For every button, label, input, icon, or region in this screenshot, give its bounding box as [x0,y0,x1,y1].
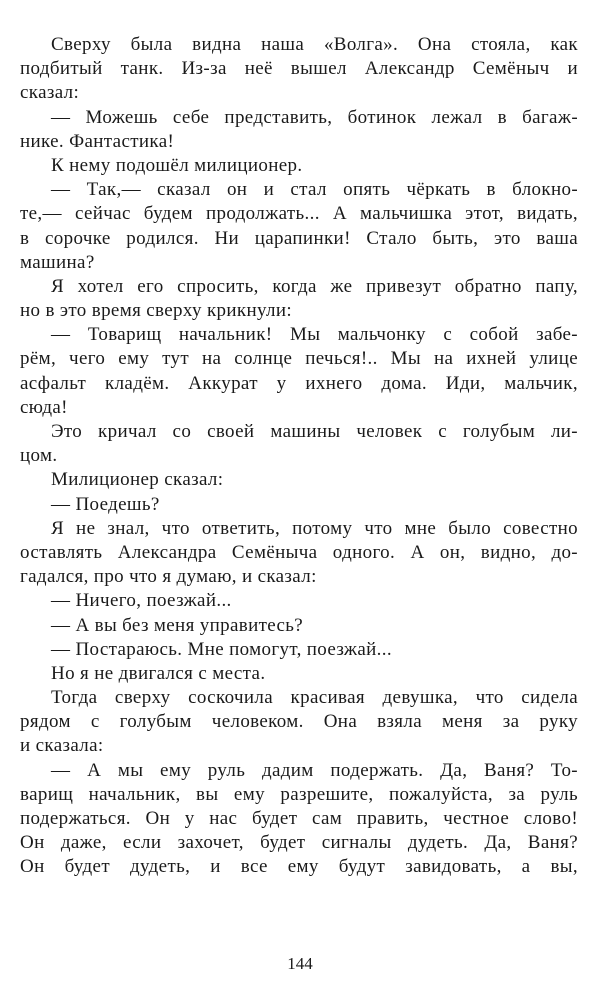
text-line: но в это время сверху крикнули: [20,300,293,322]
text-line: — Можешь себе представить, ботинок лежал в багаж- [51,106,578,128]
text-line: Я не знал, что ответить, потому что мне было совестно [51,517,578,539]
text-line: сюда! [20,396,68,418]
text-line: Я хотел его спросить, когда же привезут обратно папу, [51,275,578,297]
text-line: машина? [20,251,95,273]
text-line: — Товарищ начальник! Мы мальчонку с собой забе- [51,324,578,346]
text-line: подержаться. Он у нас будет сам править, честное слово! [20,808,578,829]
text-line: Он даже, если захочет, будет сигналы дудеть. Да, Ваня? [20,832,578,854]
text-line: оставлять Александра Семёныча одного. А он, видно, до- [20,541,578,563]
text-line: — Так,— сказал он и стал опять чёркать в блокно- [51,179,578,201]
text-line: сказал: [20,82,80,104]
text-line: подбитый танк. Из-за неё вышел Александр Семёныч и [20,58,578,80]
text-line: — Постараюсь. Мне помогут, поезжай... [51,638,392,660]
page-number: 144 [287,954,313,973]
text-line: те,— сейчас будем продолжать... А мальчишка этот, видать, [20,203,578,225]
text-line: Но я не двигался с места. [51,662,266,684]
text-line: — Ничего, поезжай... [51,590,232,612]
text-line: в сорочке родился. Ни царапинки! Стало быть, это ваша [20,227,578,249]
text-line: К нему подошёл милиционер. [51,154,303,176]
book-page-text [20,33,578,880]
text-line: — А мы ему руль дадим подержать. Да, Ваня? То- [51,759,578,781]
text-line: Он будет дудеть, и все ему будут завидовать, а вы, [20,856,578,878]
text-line: Это кричал со своей машины человек с голубым ли- [51,421,578,442]
text-line: рём, чего ему тут на солнце печься!.. Мы на ихней улице [20,348,578,370]
text-line: нике. Фантастика! [20,130,175,152]
text-line: и сказала: [20,735,104,757]
text-line: — Поедешь? [51,493,160,515]
text-line: Тогда сверху соскочила красивая девушка, что сидела [51,687,578,709]
text-line: варищ начальник, вы ему разрешите, пожалуйста, за руль [20,783,578,805]
text-line: цом. [20,445,58,467]
text-line: гадался, про что я думаю, и сказал: [20,566,317,588]
text-line: Сверху была видна наша «Волга». Она стояла, как [51,34,578,55]
text-line: рядом с голубым человеком. Она взяла меня за руку [20,711,578,733]
text-line: асфальт кладём. Аккурат у ихнего дома. Иди, мальчик, [20,372,578,394]
text-line: — А вы без меня управитесь? [51,614,304,636]
text-line: Милиционер сказал: [51,469,224,491]
